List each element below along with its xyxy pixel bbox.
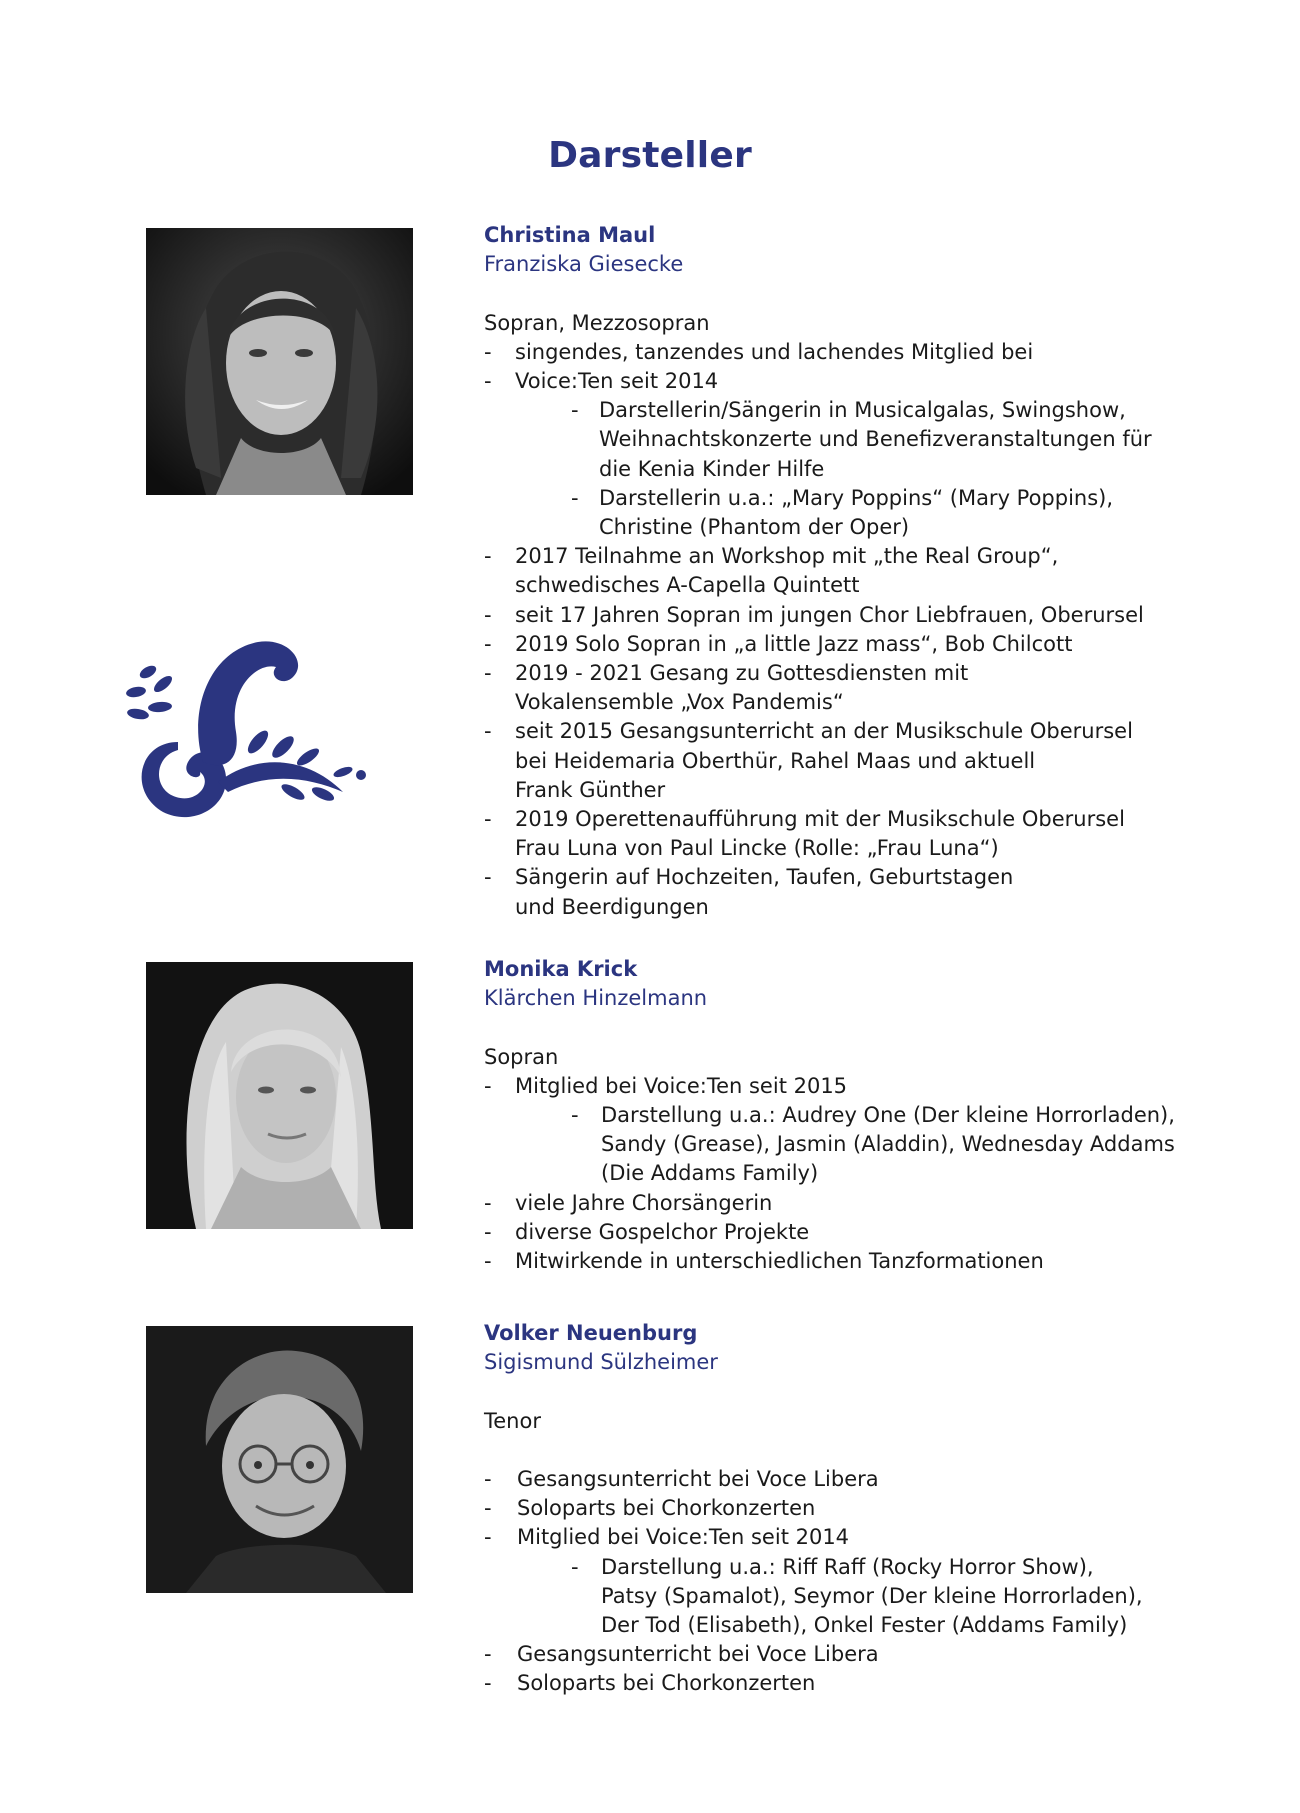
performer-role: Franziska Giesecke (484, 252, 684, 277)
bio-volker-neuenburg (484, 1319, 1184, 1699)
portrait-christina-maul (146, 228, 413, 495)
list-item: - viele Jahre Chorsängerin (484, 1189, 1184, 1218)
voice-type: Sopran, Mezzosopran (484, 310, 710, 335)
list-item: - Mitglied bei Voice:Ten seit 2014 (484, 1523, 1184, 1552)
sub-list-item-continuation: Patsy (Spamalot), Seymor (Der kleine Horrorladen), (601, 1583, 1143, 1608)
sub-list-item-continuation: Der Tod (Elisabeth), Onkel Fester (Addams Family) (601, 1613, 1128, 1637)
bio-monika-krick (484, 955, 1184, 1276)
list-item: - Mitwirkende in unterschiedlichen Tanzformationen (484, 1247, 1184, 1276)
list-item: - 2017 Teilnahme an Workshop mit „the Real Group“, (484, 542, 1184, 571)
voice-type: Tenor (484, 1408, 541, 1433)
list-item: - Mitglied bei Voice:Ten seit 2015 (484, 1072, 1184, 1101)
list-item: - 2019 - 2021 Gesang zu Gottesdiensten mit (484, 659, 1184, 688)
sub-list-item: - Darstellung u.a.: Riff Raff (Rocky Horror Show), (484, 1553, 1184, 1582)
list-item: - 2019 Solo Sopran in „a little Jazz mass“, Bob Chilcott (484, 630, 1184, 659)
portrait-monika-krick (146, 962, 413, 1229)
list-item: - Gesangsunterricht bei Voce Libera (484, 1465, 1184, 1494)
performer-role: Klärchen Hinzelmann (484, 986, 708, 1011)
sub-list-item: - Darstellerin/Sängerin in Musicalgalas, Swingshow, (484, 396, 1184, 425)
performer-name: Volker Neuenburg (484, 1321, 698, 1345)
list-item-continuation: und Beerdigungen (515, 894, 709, 919)
list-item: - seit 17 Jahren Sopran im jungen Chor Liebfrauen, Oberursel (484, 601, 1184, 630)
list-item: - seit 2015 Gesangsunterricht an der Musikschule Oberursel (484, 717, 1184, 746)
performer-name: Monika Krick (484, 957, 638, 981)
list-item-continuation: Frank Günther (515, 777, 666, 802)
sub-list-item-continuation: Christine (Phantom der Oper) (599, 515, 910, 540)
performer-role: Sigismund Sülzheimer (484, 1350, 718, 1375)
ornament-flourish-icon (118, 632, 368, 836)
sub-list-item-continuation: (Die Addams Family) (601, 1161, 819, 1186)
sub-list-item: - Darstellerin u.a.: „Mary Poppins“ (Mary Poppins), (484, 484, 1184, 513)
list-item-continuation: schwedisches A-Capella Quintett (515, 573, 860, 598)
list-item: - Soloparts bei Chorkonzerten (484, 1669, 1184, 1698)
bio-christina-maul (484, 221, 1184, 922)
list-item-continuation: bei Heidemaria Oberthür, Rahel Maas und aktuell (515, 748, 1036, 773)
list-item: - Gesangsunterricht bei Voce Libera (484, 1640, 1184, 1669)
page-title: Darsteller (548, 135, 752, 176)
sub-list-item-continuation: Weihnachtskonzerte und Benefizveranstaltungen für (599, 427, 1152, 452)
portrait-volker-neuenburg (146, 1326, 413, 1593)
list-item-continuation: Frau Luna von Paul Lincke (Rolle: „Frau Luna“) (515, 836, 999, 861)
voice-type: Sopran (484, 1044, 559, 1069)
performer-name: Christina Maul (484, 223, 656, 247)
list-item: - singendes, tanzendes und lachendes Mitglied bei (484, 338, 1184, 367)
sub-list-item-continuation: die Kenia Kinder Hilfe (599, 456, 825, 481)
list-item: - Sängerin auf Hochzeiten, Taufen, Geburtstagen (484, 863, 1184, 892)
list-item: - diverse Gospelchor Projekte (484, 1218, 1184, 1247)
list-item: - Soloparts bei Chorkonzerten (484, 1494, 1184, 1523)
sub-list-item-continuation: Sandy (Grease), Jasmin (Aladdin), Wednesday Addams (601, 1132, 1175, 1157)
list-item-continuation: Vokalensemble „Vox Pandemis“ (515, 690, 844, 715)
sub-list-item: - Darstellung u.a.: Audrey One (Der kleine Horrorladen), (484, 1101, 1184, 1130)
list-item: - 2019 Operettenaufführung mit der Musikschule Oberursel (484, 805, 1184, 834)
list-item-continuation: - Voice:Ten seit 2014 (484, 367, 1184, 396)
